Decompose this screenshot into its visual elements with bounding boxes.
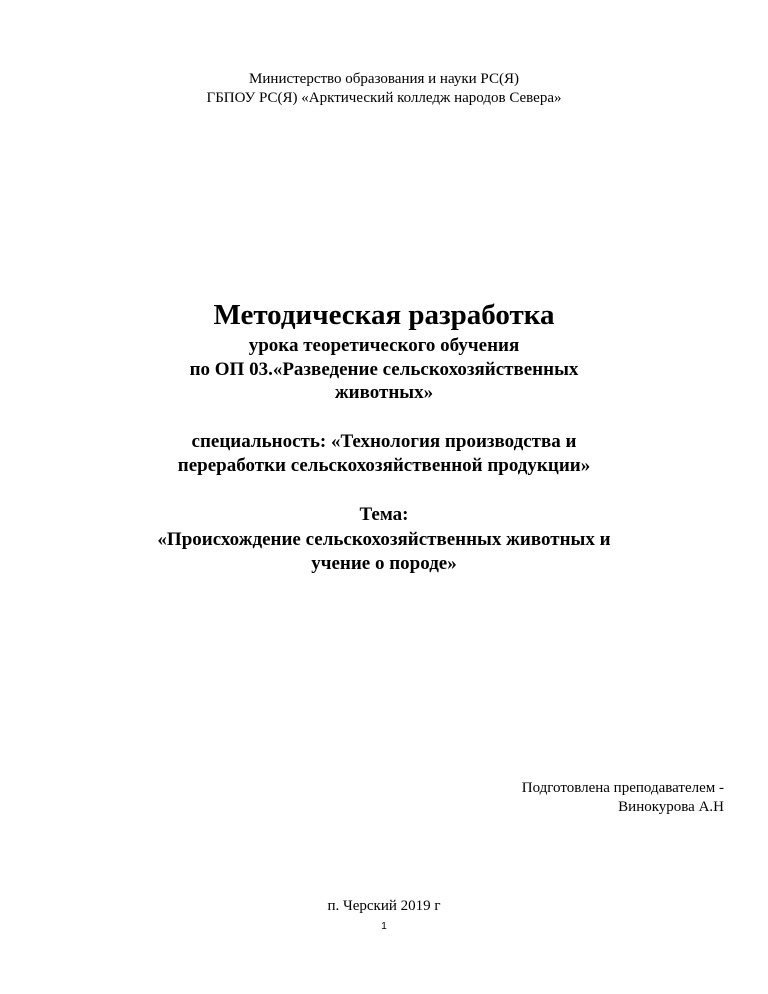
specialty-line-1: специальность: «Технология производства и <box>191 431 577 452</box>
title-subline-3: животных» <box>334 382 434 403</box>
author-line-2: Винокурова А.Н <box>618 799 724 815</box>
place-year: п. Черский 2019 г <box>327 898 441 914</box>
topic-line-1: «Происхождение сельскохозяйственных животных и <box>157 529 611 550</box>
specialty-line-2: переработки сельскохозяйственной продукции» <box>177 455 591 476</box>
title-subline-1: урока теоретического обучения <box>248 335 520 356</box>
title-subline-2: по ОП 03.«Разведение сельскохозяйственных <box>189 359 579 380</box>
topic-label: Тема: <box>359 504 409 525</box>
topic-line-2: учение о породе» <box>311 553 457 574</box>
document-title: Методическая разработка <box>213 299 555 331</box>
page-number: 1 <box>381 921 387 932</box>
author-line-1: Подготовлена преподавателем - <box>521 780 724 796</box>
ministry-line: Министерство образования и науки РС(Я) <box>249 71 519 87</box>
college-line: ГБПОУ РС(Я) «Арктический колледж народов Севера» <box>206 90 562 106</box>
